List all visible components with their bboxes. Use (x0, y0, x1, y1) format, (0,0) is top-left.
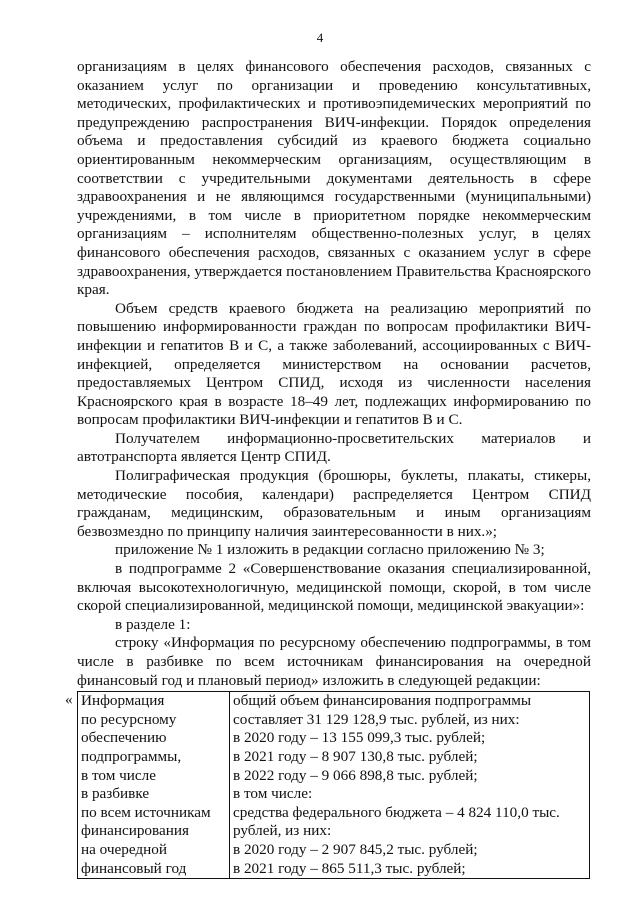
value-line: в 2021 году – 8 907 130,8 тыс. рублей; (233, 747, 478, 765)
value-line: средства федерального бюджета – 4 824 110,0 тыс. (233, 803, 560, 821)
label-line: по ресурсному (81, 710, 177, 728)
value-line: в 2021 году – 865 511,3 тыс. рублей; (233, 859, 466, 877)
resource-table (77, 691, 590, 879)
value-line: в 2022 году – 9 066 898,8 тыс. рублей; (233, 766, 478, 784)
value-line: составляет 31 129 128,9 тыс. рублей, из них: (233, 710, 520, 728)
document-body (65, 58, 591, 879)
paragraph: Получателем информационно-просветительских материалов и автотранспорта является Центр СПИД. (77, 429, 591, 466)
label-line: финансирования (81, 822, 189, 840)
paragraph: Полиграфическая продукция (брошюры, буклеты, плакаты, стикеры, методические пособия, календари) распределяется Центром СПИД гражданам, медицинским, образовательным и иным организациям безвозмездно по принципу наличия заинтересованности в них.»; (77, 467, 591, 540)
value-line: общий объем финансирования подпрограммы (233, 692, 532, 710)
page-number: 4 (316, 30, 324, 45)
label-line: в том числе (81, 766, 156, 784)
value-line: в 2020 году – 2 907 845,2 тыс. рублей; (233, 840, 478, 858)
table-cell-label (78, 692, 230, 879)
label-line: Информация (81, 692, 165, 710)
opening-quote-mark: « (65, 691, 73, 709)
label-line: обеспечению (81, 729, 167, 747)
paragraph: в разделе 1: (115, 615, 191, 633)
paragraph: организациям в целях финансового обеспечения расходов, связанных с оказанием услуг по организации и проведению консультативных, методических, профилактических и противоэпидемических мероприятий по предупреждению распространения ВИЧ-инфекции. Порядок определения объема и предоставления субсидий из краевого бюджета социально ориентированным некоммерческим организациям, осуществляющим в соответствии с учредительными документами деятельность в сфере здравоохранения и не являющимся государственными (муниципальными) учреждениями, в том числе в приоритетном порядке некоммерческим организациям – исполнителям общественно-полезных услуг, в целях финансового обеспечения расходов, связанных с оказанием услуг в сфере здравоохранения, утверждается постановлением Правительства Красноярского края. (77, 58, 591, 299)
label-line: финансовый год (81, 859, 187, 877)
table-row (78, 692, 590, 879)
label-line: в разбивке (81, 785, 150, 803)
label-line: подпрограммы, (81, 747, 182, 765)
paragraph: строку «Информация по ресурсному обеспечению подпрограммы, в том числе в разбивке по всем источникам финансирования на очередной финансовый год и плановый период» изложить в следующей редакции: (77, 634, 591, 689)
value-line: рублей, из них: (233, 822, 332, 840)
table-cell-value (230, 692, 590, 879)
resource-table-wrapper (65, 691, 591, 879)
value-line: в том числе: (233, 785, 313, 803)
paragraph: Объем средств краевого бюджета на реализацию мероприятий по повышению информированности граждан по вопросам профилактики ВИЧ-инфекции и гепатитов В и С, а также заболеваний, ассоциированных с ВИЧ-инфекцией, определяется министерством на основании расчетов, предоставляемых Центром СПИД, исходя из численности населения Красноярского края в возрасте 18–49 лет, подлежащих информированию по вопросам профилактики ВИЧ-инфекции и гепатитов В и С. (77, 299, 591, 429)
value-line: в 2020 году – 13 155 099,3 тыс. рублей; (233, 729, 486, 747)
paragraph: приложение № 1 изложить в редакции согласно приложению № 3; (115, 541, 545, 559)
label-line: на очередной (81, 840, 167, 858)
label-line: по всем источникам (81, 803, 211, 821)
paragraph: в подпрограмме 2 «Совершенствование оказания специализированной, включая высокотехнологичную, медицинской помощи, скорой, в том числе скорой специализированной, медицинской помощи, медицинской эвакуации»: (77, 560, 591, 615)
